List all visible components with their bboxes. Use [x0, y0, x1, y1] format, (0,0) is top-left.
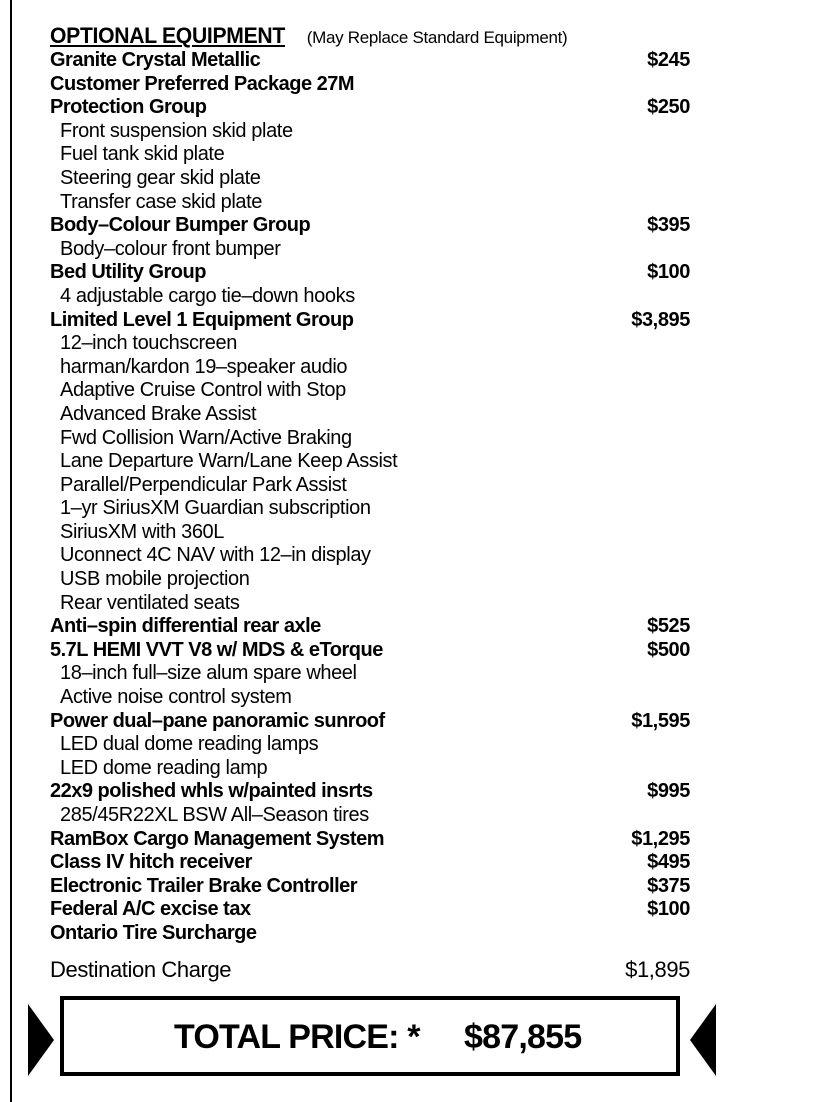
- item-label: RamBox Cargo Management System: [50, 827, 384, 850]
- equipment-feature-row: [50, 497, 690, 521]
- equipment-item-row: [50, 96, 690, 120]
- equipment-item-row: [50, 851, 690, 875]
- feature-label: Steering gear skid plate: [60, 166, 261, 189]
- equipment-feature-row: [50, 285, 690, 309]
- equipment-feature-row: [50, 757, 690, 781]
- equipment-feature-row: [50, 167, 690, 191]
- equipment-feature-row: [50, 592, 690, 616]
- equipment-item-row: [50, 828, 690, 852]
- item-price: $100: [647, 898, 690, 921]
- total-price-box: [60, 996, 680, 1076]
- equipment-item-row: [50, 922, 690, 946]
- item-label: Customer Preferred Package 27M: [50, 72, 355, 95]
- feature-label: 12–inch touchscreen: [60, 332, 237, 355]
- item-label: Class IV hitch receiver: [50, 851, 252, 874]
- equipment-feature-row: [50, 403, 690, 427]
- destination-charge-row: [50, 956, 690, 984]
- equipment-item-row: [50, 710, 690, 734]
- item-price: $525: [647, 615, 690, 638]
- equipment-feature-row: [50, 568, 690, 592]
- feature-label: Fuel tank skid plate: [60, 143, 225, 166]
- equipment-item-row: [50, 780, 690, 804]
- arrow-right-pointer-icon: [28, 1004, 54, 1076]
- item-price: $1,295: [631, 827, 690, 850]
- item-label: Body–Colour Bumper Group: [50, 214, 311, 237]
- equipment-item-row: [50, 261, 690, 285]
- arrow-left-pointer-icon: [690, 1004, 716, 1076]
- total-price-value: $87,855: [464, 1018, 582, 1056]
- destination-price: $1,895: [625, 957, 690, 982]
- item-label: Anti–spin differential rear axle: [50, 615, 321, 638]
- feature-label: 18–inch full–size alum spare wheel: [60, 662, 357, 685]
- item-price: $1,595: [631, 709, 690, 732]
- feature-label: Active noise control system: [60, 686, 292, 709]
- item-price: $500: [647, 638, 690, 661]
- equipment-list: [50, 49, 690, 946]
- item-price: $395: [647, 214, 690, 237]
- feature-label: Front suspension skid plate: [60, 119, 293, 142]
- equipment-item-row: [50, 615, 690, 639]
- total-price-label: TOTAL PRICE: *: [174, 1018, 420, 1056]
- item-price: $995: [647, 780, 690, 803]
- feature-label: Fwd Collision Warn/Active Braking: [60, 426, 352, 449]
- item-price: $495: [647, 851, 690, 874]
- item-label: Protection Group: [50, 96, 207, 119]
- item-label: Electronic Trailer Brake Controller: [50, 874, 358, 897]
- feature-label: Parallel/Perpendicular Park Assist: [60, 473, 347, 496]
- equipment-feature-row: [50, 544, 690, 568]
- equipment-feature-row: [50, 733, 690, 757]
- section-header: [50, 24, 567, 48]
- destination-label: Destination Charge: [50, 957, 232, 982]
- feature-label: 285/45R22XL BSW All–Season tires: [60, 804, 369, 826]
- left-margin-rule: [10, 0, 12, 1102]
- feature-label: Lane Departure Warn/Lane Keep Assist: [60, 450, 398, 473]
- equipment-item-row: [50, 49, 690, 73]
- feature-label: SiriusXM with 360L: [60, 520, 224, 543]
- item-label: 22x9 polished whls w/painted insrts: [50, 780, 373, 803]
- section-subtitle: (May Replace Standard Equipment): [306, 28, 568, 47]
- equipment-feature-row: [50, 379, 690, 403]
- feature-label: LED dual dome reading lamps: [60, 733, 319, 756]
- feature-label: 4 adjustable cargo tie–down hooks: [60, 284, 355, 307]
- equipment-feature-row: [50, 450, 690, 474]
- equipment-feature-row: [50, 474, 690, 498]
- equipment-item-row: [50, 639, 690, 663]
- equipment-feature-row: [50, 332, 690, 356]
- equipment-feature-row: [50, 191, 690, 215]
- feature-label: Advanced Brake Assist: [60, 402, 257, 425]
- item-label: Limited Level 1 Equipment Group: [50, 308, 354, 331]
- feature-label: Adaptive Cruise Control with Stop: [60, 379, 346, 402]
- item-price: $3,895: [631, 308, 690, 331]
- feature-label: Transfer case skid plate: [60, 190, 262, 213]
- section-title: OPTIONAL EQUIPMENT: [50, 23, 285, 48]
- equipment-item-row: [50, 214, 690, 238]
- feature-label: USB mobile projection: [60, 568, 250, 591]
- item-label: Power dual–pane panoramic sunroof: [50, 709, 385, 732]
- feature-label: harman/kardon 19–speaker audio: [60, 355, 348, 378]
- item-label: Granite Crystal Metallic: [50, 49, 261, 71]
- equipment-item-row: [50, 875, 690, 899]
- equipment-item-row: [50, 898, 690, 922]
- item-label: 5.7L HEMI VVT V8 w/ MDS & eTorque: [50, 638, 383, 661]
- item-label: Bed Utility Group: [50, 261, 206, 284]
- item-label: Ontario Tire Surcharge: [50, 921, 257, 944]
- equipment-feature-row: [50, 120, 690, 144]
- equipment-feature-row: [50, 521, 690, 545]
- item-price: $375: [647, 874, 690, 897]
- equipment-feature-row: [50, 238, 690, 262]
- equipment-feature-row: [50, 804, 690, 828]
- item-price: $245: [647, 49, 690, 71]
- equipment-item-row: [50, 73, 690, 97]
- equipment-feature-row: [50, 686, 690, 710]
- equipment-feature-row: [50, 143, 690, 167]
- equipment-feature-row: [50, 662, 690, 686]
- feature-label: LED dome reading lamp: [60, 756, 268, 779]
- feature-label: Rear ventilated seats: [60, 591, 240, 614]
- equipment-feature-row: [50, 427, 690, 451]
- feature-label: 1–yr SiriusXM Guardian subscription: [60, 497, 371, 520]
- item-label: Federal A/C excise tax: [50, 898, 251, 921]
- feature-label: Uconnect 4C NAV with 12–in display: [60, 544, 371, 567]
- feature-label: Body–colour front bumper: [60, 237, 281, 260]
- item-price: $250: [647, 96, 690, 119]
- item-price: $100: [647, 261, 690, 284]
- equipment-feature-row: [50, 356, 690, 380]
- equipment-item-row: [50, 309, 690, 333]
